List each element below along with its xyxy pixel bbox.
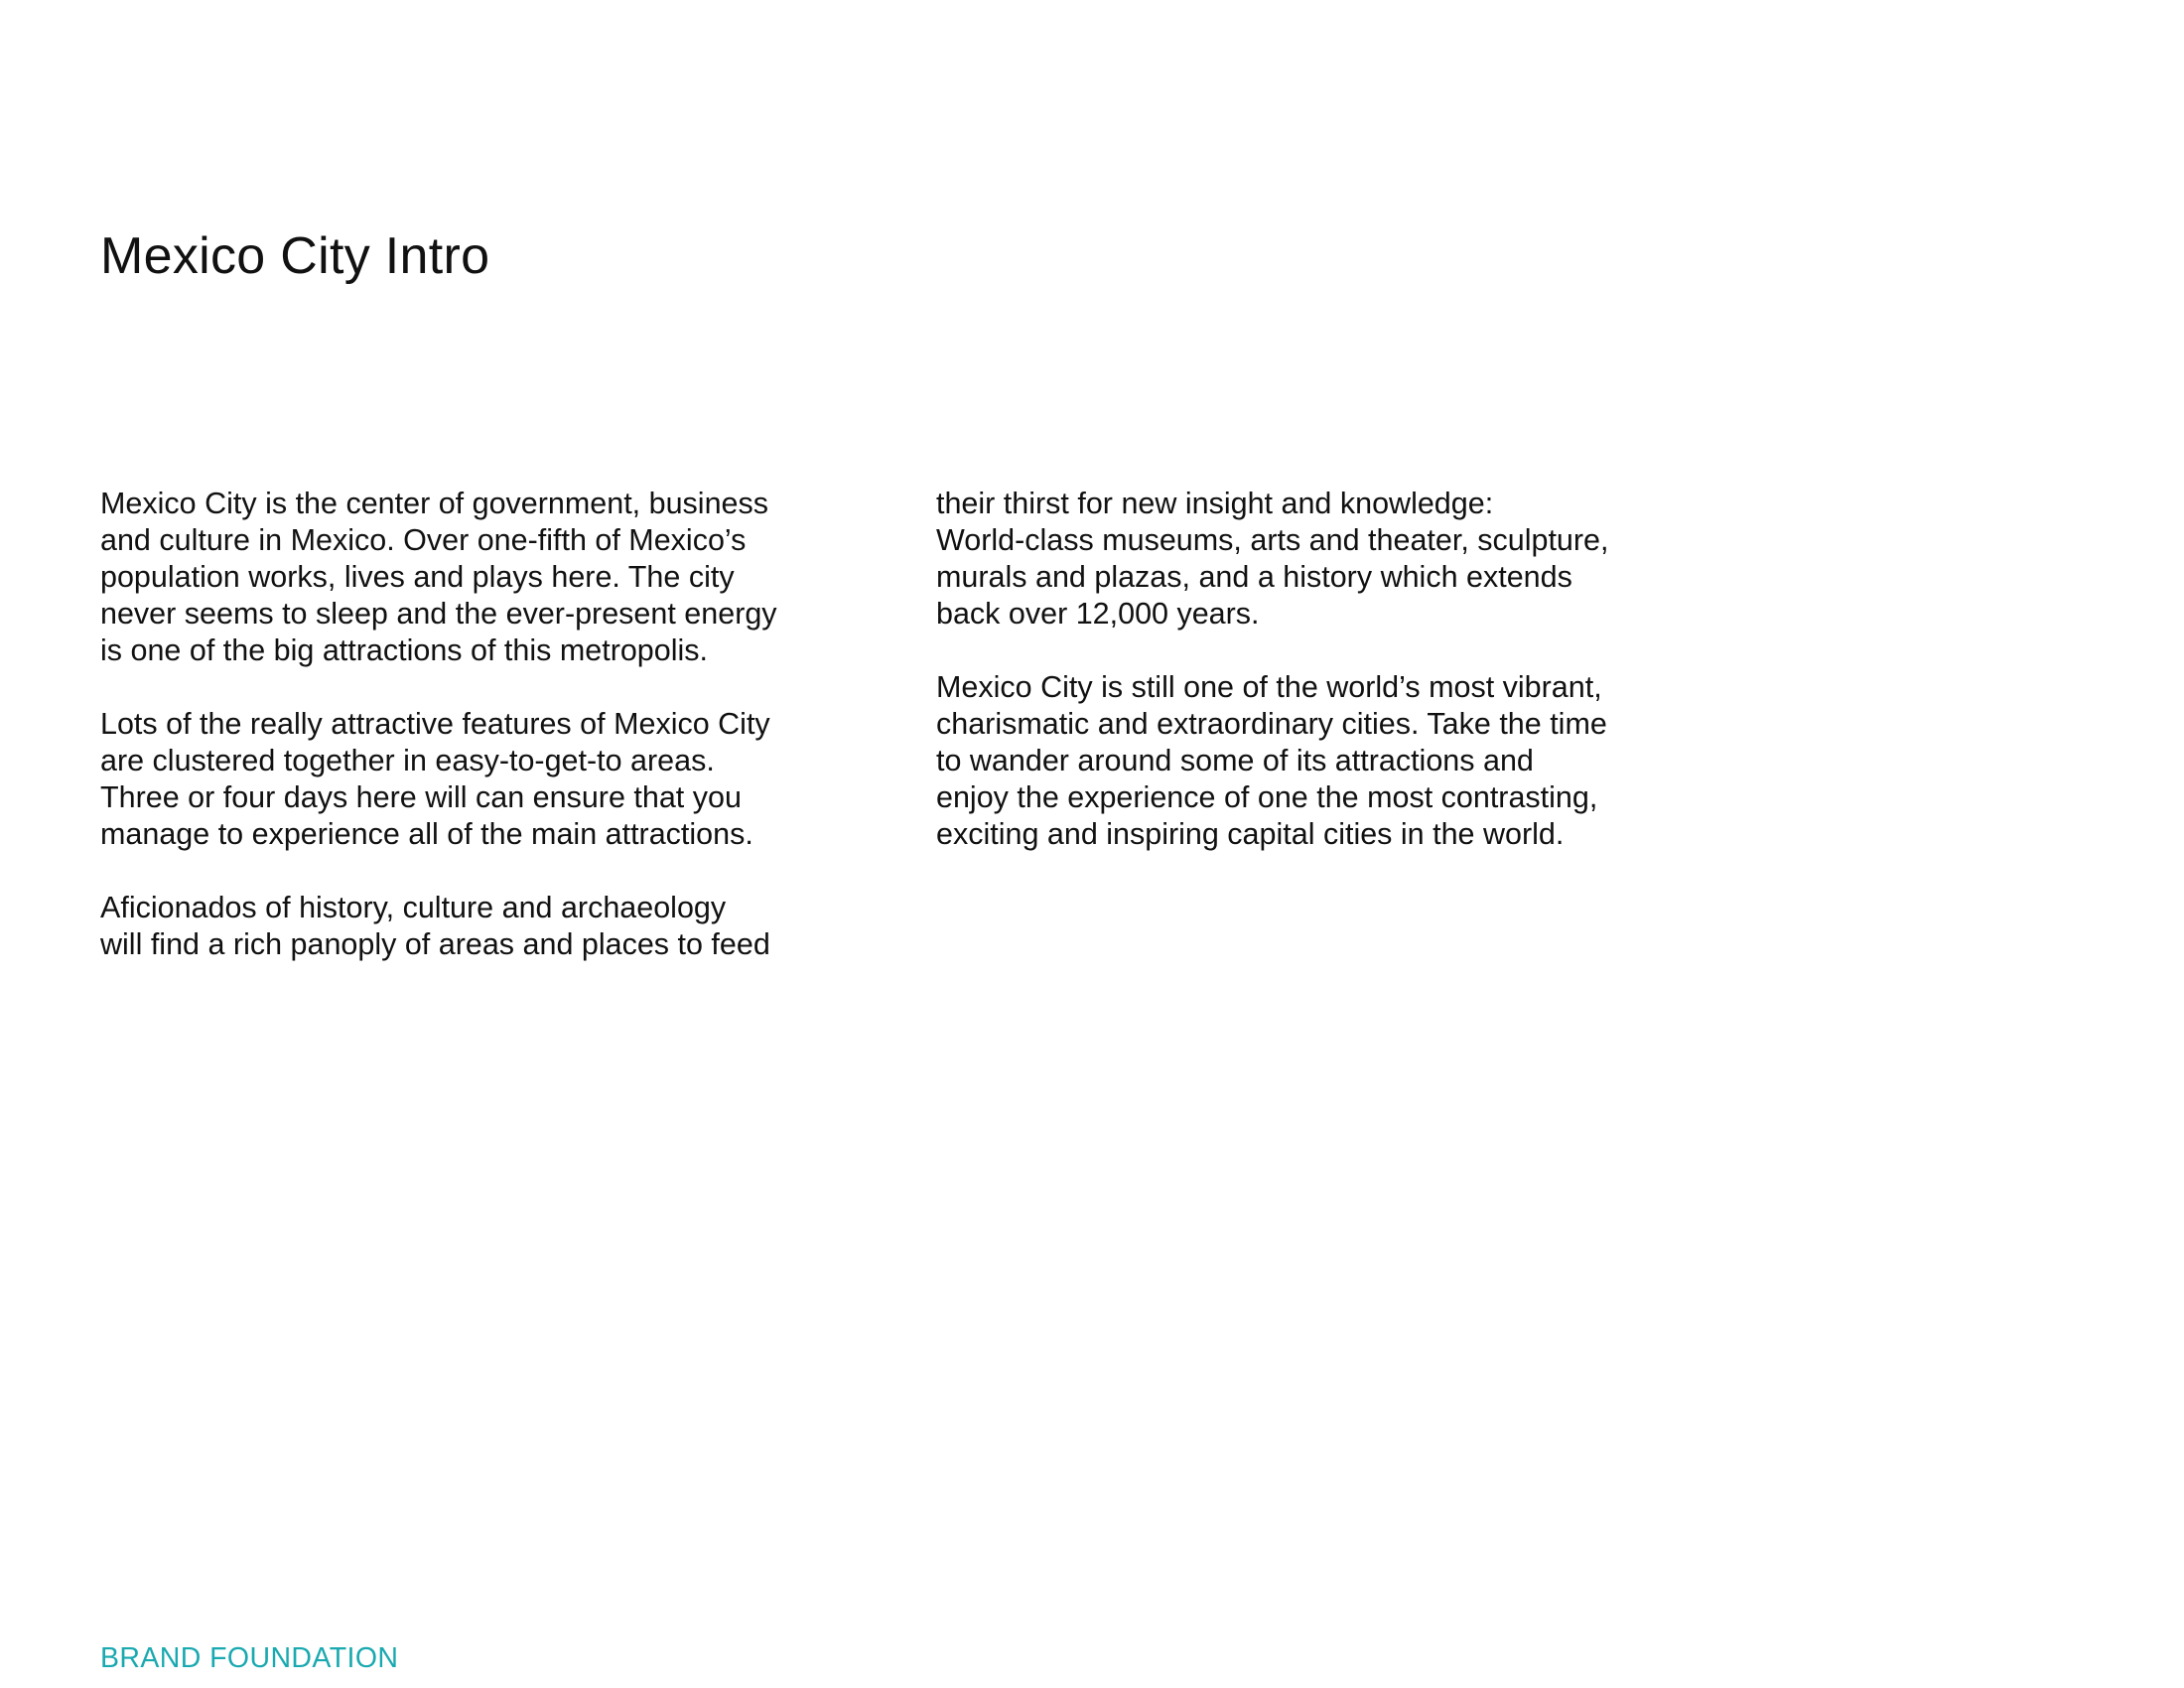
text-line: are clustered together in easy-to-get-to areas. — [100, 744, 715, 777]
text-line: enjoy the experience of one the most contrasting, — [936, 780, 1598, 814]
text-line: Mexico City is the center of government, business — [100, 487, 768, 520]
text-line: Aficionados of history, culture and archaeology — [100, 891, 727, 924]
text-line: back over 12,000 years. — [936, 597, 1260, 631]
footer-brand-label: BRAND FOUNDATION — [100, 1642, 399, 1674]
text-line: to wander around some of its attractions and — [936, 744, 1534, 777]
paragraph-3-continued — [936, 486, 1730, 633]
paragraph-spacer — [100, 853, 894, 890]
text-line: murals and plazas, and a history which extends — [936, 560, 1572, 594]
body-column-left — [100, 486, 894, 963]
paragraph-2 — [100, 706, 894, 853]
paragraph-1 — [100, 486, 894, 669]
text-line: Mexico City is still one of the world’s most vibrant, — [936, 670, 1602, 704]
text-line: population works, lives and plays here. The city — [100, 560, 735, 594]
body-column-right — [936, 486, 1730, 853]
text-line: manage to experience all of the main attractions. — [100, 817, 753, 851]
text-line: will find a rich panoply of areas and places to feed — [100, 927, 770, 961]
text-line: Lots of the really attractive features of Mexico City — [100, 707, 770, 741]
text-line: charismatic and extraordinary cities. Take the time — [936, 707, 1607, 741]
page-title: Mexico City Intro — [100, 227, 490, 285]
text-line: is one of the big attractions of this metropolis. — [100, 633, 709, 667]
text-line: and culture in Mexico. Over one-fifth of Mexico’s — [100, 523, 747, 557]
paragraph-3 — [100, 890, 894, 963]
paragraph-spacer — [936, 633, 1730, 669]
text-line: never seems to sleep and the ever-present energy — [100, 597, 777, 631]
text-line: Three or four days here will can ensure that you — [100, 780, 742, 814]
text-line: exciting and inspiring capital cities in the world. — [936, 817, 1565, 851]
text-line: their thirst for new insight and knowledge: — [936, 487, 1494, 520]
paragraph-4 — [936, 669, 1730, 853]
text-line: World-class museums, arts and theater, sculpture, — [936, 523, 1609, 557]
paragraph-spacer — [100, 669, 894, 706]
